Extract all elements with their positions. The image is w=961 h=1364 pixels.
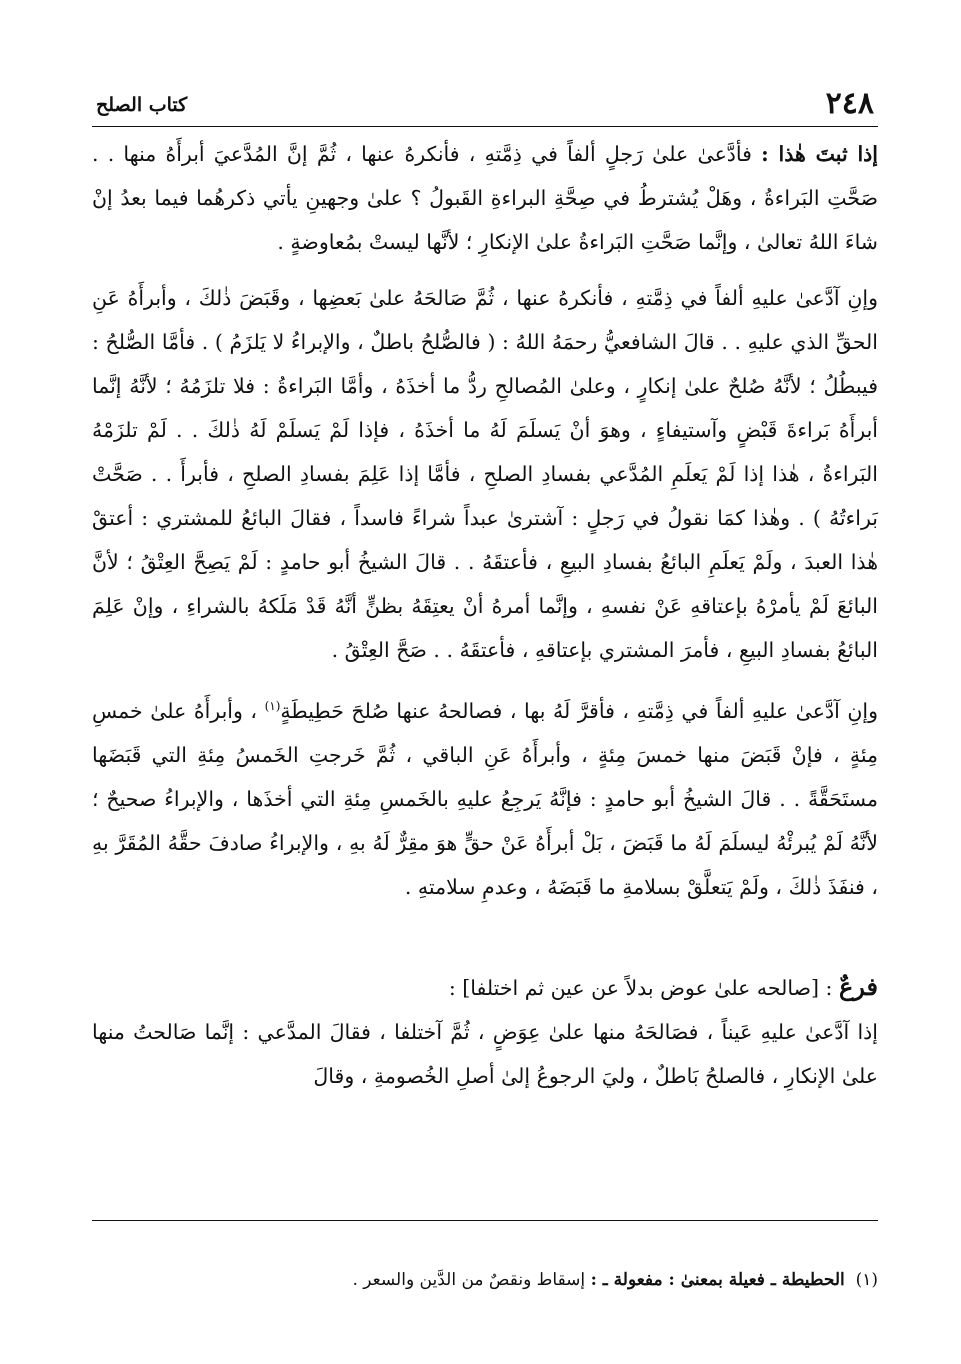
- paragraph-3: [92, 684, 878, 909]
- paragraph-2: [92, 276, 878, 672]
- branch-label: فرعٌ: [838, 971, 878, 1001]
- paragraph-lead: إذا ثبتَ هٰذا :: [761, 142, 878, 166]
- paragraph-text: فأدَّعىٰ علىٰ رَجلٍ ألفاً في ذِمَّتهِ ، فأنكرهُ عنها ، ثُمَّ إنَّ المُدَّعيَ أبرأَهُ منها . . صَحَّتِ البَراءةُ ، وهَلْ يُشترطُ في صِحَّةِ البراءةِ القَبولُ ؟ علىٰ وجهينِ يأتي ذكرهُما فيما بعدُ إنْ شاءَ اللهُ تعالىٰ ، وإنَّما صَحَّتِ البَراءةُ علىٰ الإنكارِ ؛ لأنَّها ليستْ بمُعاوضةٍ .: [92, 142, 878, 254]
- footnote-reference[interactable]: (١): [264, 699, 281, 713]
- paragraph-text: إذا آدَّعىٰ عليهِ عَيناً ، فصَالحَهُ منها علىٰ عِوَضٍ ، ثُمَّ آختلفا ، فقالَ المدَّعي : إنَّما صَالحتُ منها علىٰ الإنكارِ ، فالصلحُ بَاطلٌ ، وليَ الرجوعُ إلىٰ أصلِ الخُصومةِ ، وقالَ: [92, 1019, 878, 1088]
- footnote-text: إسقاط ونقصٌ من الدَّين والسعر .: [352, 1270, 591, 1290]
- branch-heading: [92, 965, 878, 1010]
- footnote-divider: [92, 1220, 878, 1221]
- book-page: [92, 70, 878, 1340]
- footnote-number: (١): [855, 1270, 878, 1290]
- paragraph-text-continued: ، وأبرأَهُ علىٰ خمسِ مِئةٍ ، فإنْ قَبَضَ منها خمسَ مِئةٍ ، وأبرأَهُ عَنِ الباقي ، ثُمَّ خَرجتِ الخَمسُ مِئةِ التي قَبَضَها مستَحَقَّةً . . قالَ الشيخُ أبو حامدٍ : فإنَّهُ يَرجِعُ عليهِ بالخَمسِ مِئةِ التي أخذَها ، والإبراءُ صحيحٌ ؛ لأنَّهُ لَمْ يُبرئْهُ ليسلَمَ لَهُ ما قَبَضَ ، بَلْ أبرأَهُ عَنْ حقٍّ هوَ مقِرٌّ لَهُ بهِ ، والإبراءُ صادفَ حقَّهُ المُقَرَّ بهِ ، فنفَذَ ذٰلكَ ، ولَمْ يَتعلَّقْ بسلامةِ ما قَبَضَهُ ، وعدمِ سلامتهِ .: [92, 698, 878, 899]
- footnote: [92, 1265, 878, 1295]
- footnote-term: الحطيطة ـ فعيلة بمعنىٰ : مفعولة ـ :: [590, 1270, 845, 1290]
- page-header: [92, 86, 878, 127]
- section-spacer: [92, 921, 878, 965]
- paragraph-4: [92, 1010, 878, 1098]
- running-title: كتاب الصلح: [96, 94, 188, 116]
- paragraph-text: وإنِ آدَّعىٰ عليهِ ألفاً في ذِمَّتهِ ، فأنكرهُ عنها ، ثُمَّ صَالحَهُ علىٰ بَعضِها ، وقَبَضَ ذٰلكَ ، وأبرأَهُ عَنِ الحقِّ الذي عليهِ . . قالَ الشافعيُّ رحمَهُ اللهُ : ( فالصُّلحُ باطلٌ ، والإبراءُ لا يَلزَمُ ) . فأمَّا الصُّلحُ : فيبطُلُ ؛ لأنَّهُ صُلحٌ علىٰ إنكارٍ ، وعلىٰ المُصالحِ ردُّ ما أخذَهُ ، وأمَّا البَراءةُ : فلا تلزَمُهُ ؛ لأنَّهُ إنَّما أبرأَهُ بَراءةَ قَبْضٍ وآستيفاءٍ ، وهوَ أنْ يَسلَمَ لَهُ ما أخذَهُ ، فإذا لَمْ يَسلَمْ لَهُ ذٰلكَ . . لَمْ تلزَمْهُ البَراءةُ ، هٰذا إذا لَمْ يَعلَمِ المُدَّعي بفسادِ الصلحِ ، فأمَّا إذا عَلِمَ بفسادِ الصلحِ ، فأبرأَ . . صَحَّتْ بَراءتُهُ ) . وهٰذا كمَا نقولُ في رَجلٍ : آشترىٰ عبداً شراءً فاسداً ، فقالَ البائعُ للمشتري : أعتقْ هٰذا العبدَ ، ولَمْ يَعلَمِ البائعُ بفسادِ البيعِ ، فأعتقَهُ . . قالَ الشيخُ أبو حامدٍ : لَمْ يَصِحَّ العِتْقُ ؛ لأنَّ البائعَ لَمْ يأمرْهُ بإعتاقهِ عَنْ نفسهِ ، وإنَّما أمرهُ أنْ يعتِقَهُ بظنٍّ أنَّهُ قَدْ مَلَكهُ بالشراءِ ، وإنْ عَلِمَ البائعُ بفسادِ البيعِ ، فأمرَ المشتري بإعتاقهِ ، فأعتقَهُ . . صَحَّ العِتْقُ .: [92, 286, 878, 662]
- page-number: ٢٤٨: [825, 86, 874, 121]
- branch-title: : [صالحه علىٰ عوض بدلاً عن عين ثم اختلفا] :: [448, 975, 839, 1000]
- paragraph-1: [92, 132, 878, 264]
- main-text: [92, 132, 878, 1110]
- paragraph-text: وإنِ آدَّعىٰ عليهِ ألفاً في ذِمَّتهِ ، فأقرَّ لَهُ بها ، فصالحهُ عنها صُلحَ حَطِيطَةٍ: [280, 698, 878, 723]
